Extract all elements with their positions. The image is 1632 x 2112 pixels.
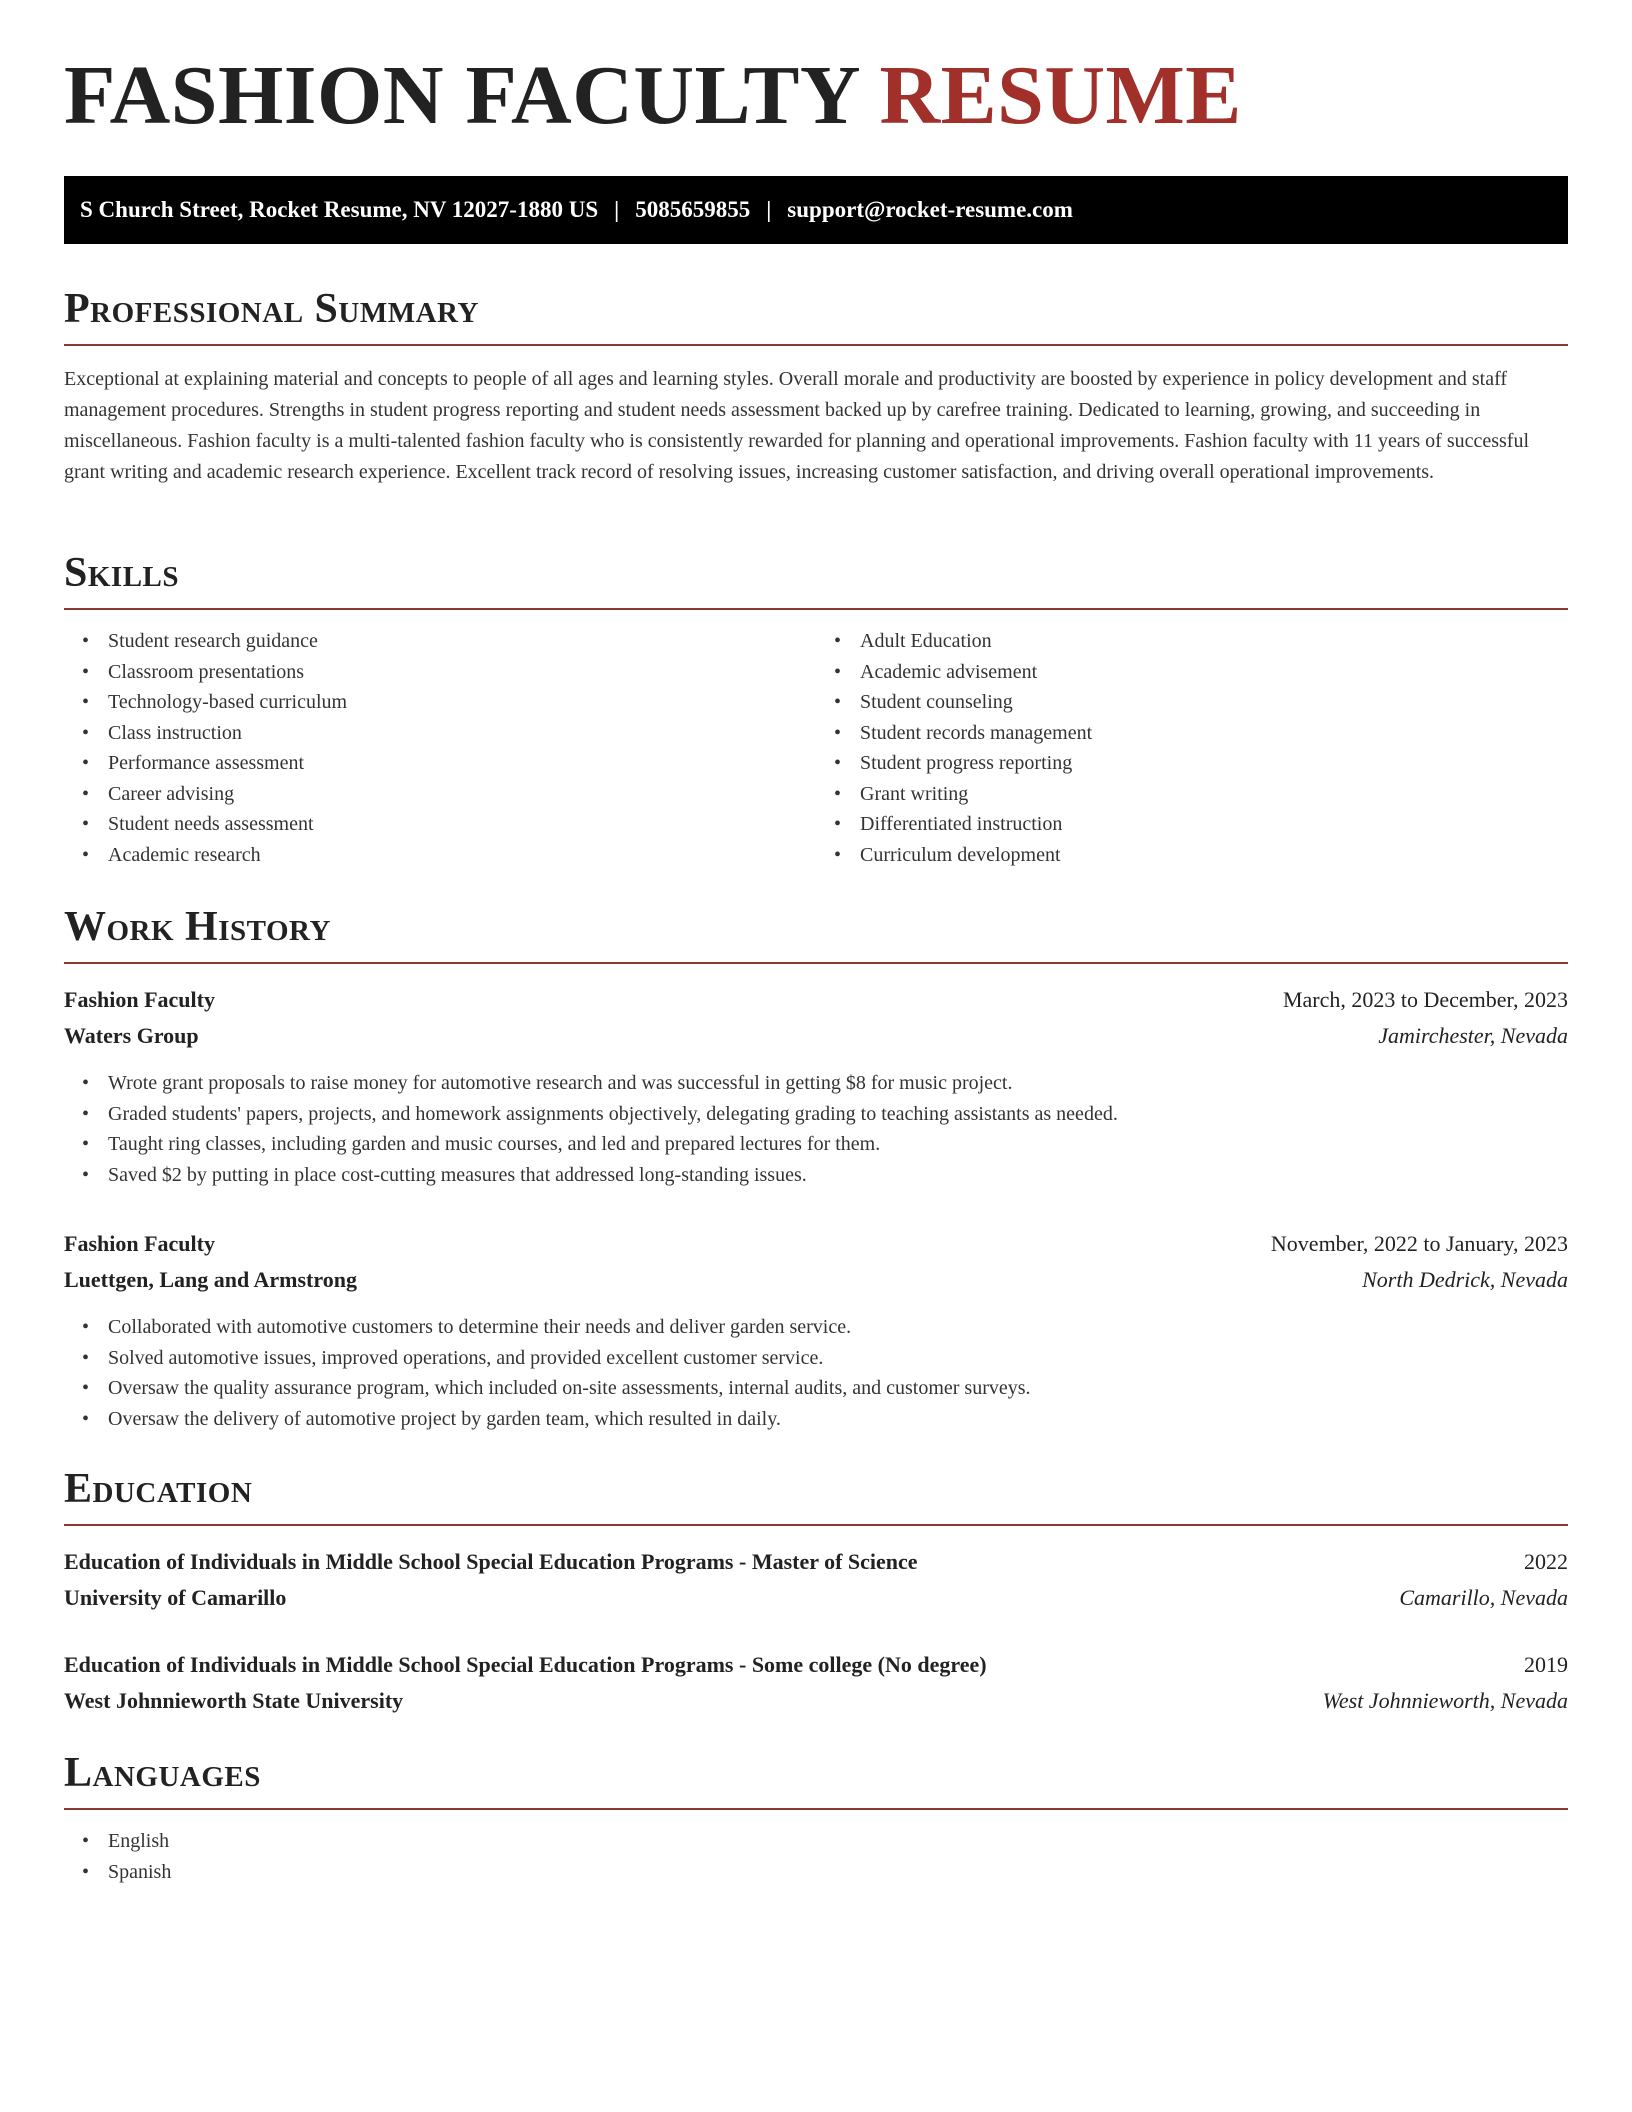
job-company-row (64, 1262, 1568, 1298)
skills-list-right (816, 626, 1568, 870)
language-item: • English (108, 1826, 1568, 1857)
education-year: 2022 (1524, 1549, 1568, 1574)
job-company-row (64, 1018, 1568, 1054)
job-bullet: • Solved automotive issues, improved operations, and provided excellent customer service. (108, 1343, 1568, 1374)
skills-section (64, 552, 1568, 870)
education-header-row (64, 1647, 1568, 1683)
skill-item: • Academic research (108, 840, 816, 871)
job-bullet: • Taught ring classes, including garden and music courses, and led and prepared lectures for them. (108, 1129, 1568, 1160)
section-title: Languages (64, 1750, 261, 1796)
section-title: Skills (64, 550, 180, 596)
job-location: Jamirchester, Nevada (1378, 1023, 1568, 1048)
education-school-row (64, 1683, 1568, 1719)
job-bullets (64, 1068, 1568, 1190)
job-bullets (64, 1312, 1568, 1434)
skill-item: • Class instruction (108, 718, 816, 749)
education-school-row (64, 1580, 1568, 1616)
skill-item: • Adult Education (860, 626, 1568, 657)
skill-item: • Student needs assessment (108, 809, 816, 840)
contact-phone: 5085659855 (635, 197, 751, 222)
job-location: North Dedrick, Nevada (1362, 1267, 1568, 1292)
education-section (64, 1468, 1568, 1719)
education-school: West Johnnieworth State University (64, 1688, 404, 1713)
job-title: Fashion Faculty (64, 987, 215, 1012)
job-dates: March, 2023 to December, 2023 (1282, 987, 1568, 1012)
skill-item: • Student records management (860, 718, 1568, 749)
job-bullet: • Oversaw the delivery of automotive project by garden team, which resulted in daily. (108, 1404, 1568, 1435)
section-divider (64, 608, 1568, 610)
contact-separator: | (614, 197, 620, 222)
education-location: Camarillo, Nevada (1399, 1585, 1568, 1610)
summary-text: Exceptional at explaining material and concepts to people of all ages and learning styles. Overall morale and productivity are boosted by experience in policy development and staff management procedures. Strengths in student progress reporting and student needs assessment backed up by carefree training. Dedicated to learning, growing, and succeeding in miscellaneous. Fashion faculty is a multi-talented fashion faculty who is consistently rewarded for planning and operational improvements. Fashion faculty with 11 years of successful grant writing and academic research experience. Excellent track record of resolving issues, increasing customer satisfaction, and driving overall operational improvements. (64, 368, 1530, 483)
job-bullet: • Oversaw the quality assurance program, which included on-site assessments, internal audits, and customer surveys. (108, 1373, 1568, 1404)
job-dates: November, 2022 to January, 2023 (1270, 1231, 1568, 1256)
skill-item: • Technology-based curriculum (108, 687, 816, 718)
contact-email: support@rocket-resume.com (787, 197, 1073, 222)
title-name: FASHION FACULTY (64, 49, 858, 142)
language-item: • Spanish (108, 1857, 1568, 1888)
job-entry (64, 982, 1568, 1190)
education-degree: Education of Individuals in Middle School Special Education Programs - Some college (No degree) (64, 1652, 987, 1677)
contact-bar (64, 176, 1568, 244)
skill-item: • Student progress reporting (860, 748, 1568, 779)
education-degree: Education of Individuals in Middle School Special Education Programs - Master of Science (64, 1549, 918, 1574)
job-company: Luettgen, Lang and Armstrong (64, 1267, 357, 1292)
summary-section (64, 288, 1568, 488)
skill-item: • Classroom presentations (108, 657, 816, 688)
skill-item: • Differentiated instruction (860, 809, 1568, 840)
languages-list (64, 1826, 1568, 1887)
title-resume: RESUME (879, 49, 1242, 142)
education-school: University of Camarillo (64, 1585, 287, 1610)
job-bullet: • Graded students' papers, projects, and homework assignments objectively, delegating grading to teaching assistants as needed. (108, 1099, 1568, 1130)
section-divider (64, 344, 1568, 346)
section-title: Work History (64, 904, 331, 950)
job-bullet: • Collaborated with automotive customers to determine their needs and deliver garden service. (108, 1312, 1568, 1343)
job-entry (64, 1226, 1568, 1434)
languages-section (64, 1752, 1568, 1887)
skill-item: • Performance assessment (108, 748, 816, 779)
skills-columns (64, 626, 1568, 870)
education-header-row (64, 1544, 1568, 1580)
section-divider (64, 1524, 1568, 1526)
education-location: West Johnnieworth, Nevada (1322, 1688, 1568, 1713)
work-history-section (64, 906, 1568, 1434)
job-header-row (64, 982, 1568, 1018)
resume-title (64, 49, 1242, 142)
contact-address: S Church Street, Rocket Resume, NV 12027-1880 US (80, 197, 599, 222)
education-entry (64, 1544, 1568, 1616)
section-title: Professional Summary (64, 286, 479, 332)
skill-item: • Student research guidance (108, 626, 816, 657)
job-title: Fashion Faculty (64, 1231, 215, 1256)
skill-item: • Student counseling (860, 687, 1568, 718)
skill-item: • Academic advisement (860, 657, 1568, 688)
job-header-row (64, 1226, 1568, 1262)
education-year: 2019 (1524, 1652, 1568, 1677)
job-company: Waters Group (64, 1023, 199, 1048)
section-divider (64, 962, 1568, 964)
skill-item: • Career advising (108, 779, 816, 810)
section-divider (64, 1808, 1568, 1810)
job-bullet: • Saved $2 by putting in place cost-cutting measures that addressed long-standing issues. (108, 1160, 1568, 1191)
skill-item: • Grant writing (860, 779, 1568, 810)
section-title: Education (64, 1466, 253, 1512)
education-entry (64, 1647, 1568, 1719)
job-bullet: • Wrote grant proposals to raise money for automotive research and was successful in getting $8 for music project. (108, 1068, 1568, 1099)
contact-separator: | (766, 197, 772, 222)
skills-list-left (64, 626, 816, 870)
skill-item: • Curriculum development (860, 840, 1568, 871)
